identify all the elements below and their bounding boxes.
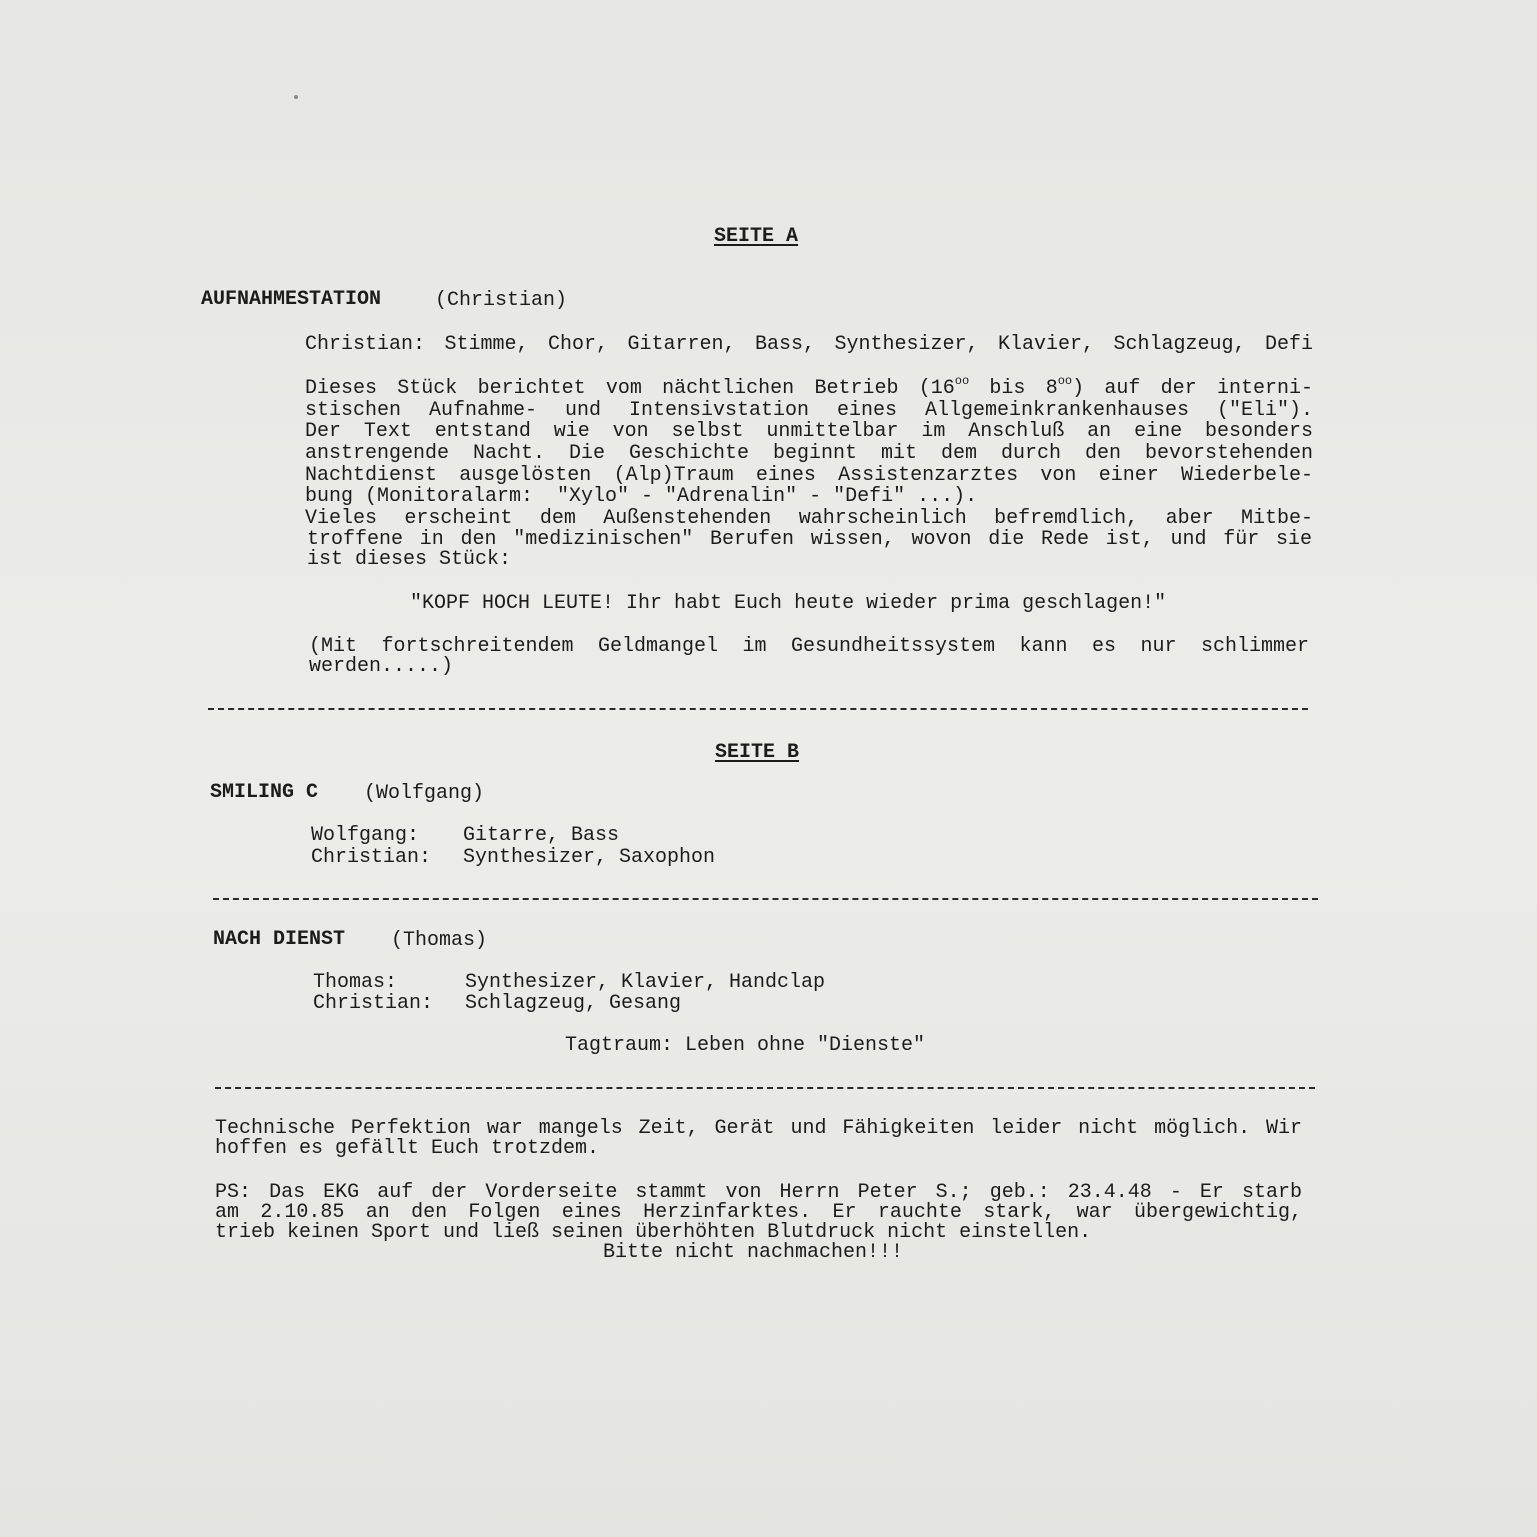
speck-mark [294,95,298,99]
footer-line: hoffen es gefällt Euch trotzdem. [215,1137,600,1160]
footer-line: Technische Perfektion war mangels Zeit, Gerät und Fähigkeiten leider nicht möglich. Wir [215,1117,1302,1140]
description-line: Vieles erscheint dem Außenstehenden wahrscheinlich befremdlich, aber Mitbe- [305,507,1313,530]
description-line: ist dieses Stück: [307,548,512,571]
description-line: bung (Monitoralarm: "Xylo" - "Adrenalin" - "Defi" ...). [305,485,978,508]
track-title-aufnahmestation: AUFNAHMESTATION [201,288,382,311]
divider [213,898,1318,900]
ps-line: Bitte nicht nachmachen!!! [603,1241,904,1264]
description-line: Dieses Stück berichtet vom nächtlichen Betrieb ($16^{oo}$ bis $8^{oo}$) auf der interni- [305,374,1313,400]
ps-line: PS: Das EKG auf der Vorderseite stammt von Herrn Peter S.; geb.: 23.4.48 - Er starb [215,1181,1302,1204]
credit-instruments: Synthesizer, Klavier, Handclap [465,971,826,994]
track-subtitle: Tagtraum: Leben ohne "Dienste" [565,1034,926,1057]
track-author: (Christian) [435,289,568,312]
ps-line: trieb keinen Sport und ließ seinen überhöhten Blutdruck nicht einstellen. [215,1221,1092,1244]
credit-name: Thomas: [313,971,398,994]
track-author: (Wolfgang) [364,782,485,805]
side-b-heading: SEITE B [715,741,800,764]
description-line: troffene in den "medizinischen" Berufen wissen, wovon die Rede ist, und für sie [307,528,1312,551]
track-title-smiling-c: SMILING C [210,781,319,804]
divider [215,1087,1315,1089]
credit-name: Wolfgang: [311,824,420,847]
credit-name: Christian: [311,846,432,869]
credit-instruments: Synthesizer, Saxophon [463,846,716,869]
credit-instruments: Gitarre, Bass [463,824,620,847]
track-title-nach-dienst: NACH DIENST [213,928,346,951]
note-line: werden.....) [309,655,454,678]
track-credits: Christian: Stimme, Chor, Gitarren, Bass, Synthesizer, Klavier, Schlagzeug, Defi [305,333,1313,356]
credit-name: Christian: [313,992,434,1015]
description-line: stischen Aufnahme- und Intensivstation eines Allgemeinkrankenhauses ("Eli"). [305,399,1313,422]
quote: "KOPF HOCH LEUTE! Ihr habt Euch heute wieder prima geschlagen!" [410,592,1167,615]
description-line: anstrengende Nacht. Die Geschichte beginnt mit dem durch den bevorstehenden [305,442,1313,465]
description-line: Der Text entstand wie von selbst unmittelbar im Anschluß an eine besonders [305,420,1313,443]
note-line: (Mit fortschreitendem Geldmangel im Gesundheitssystem kann es nur schlimmer [309,635,1309,658]
ps-line: am 2.10.85 an den Folgen eines Herzinfarktes. Er rauchte stark, war übergewichtig, [215,1201,1302,1224]
side-a-heading: SEITE A [714,225,799,248]
track-author: (Thomas) [391,929,488,952]
credit-instruments: Schlagzeug, Gesang [465,992,682,1015]
description-line: Nachtdienst ausgelösten (Alp)Traum eines Assistenzarztes von einer Wiederbele- [305,464,1313,487]
divider [208,708,1308,710]
